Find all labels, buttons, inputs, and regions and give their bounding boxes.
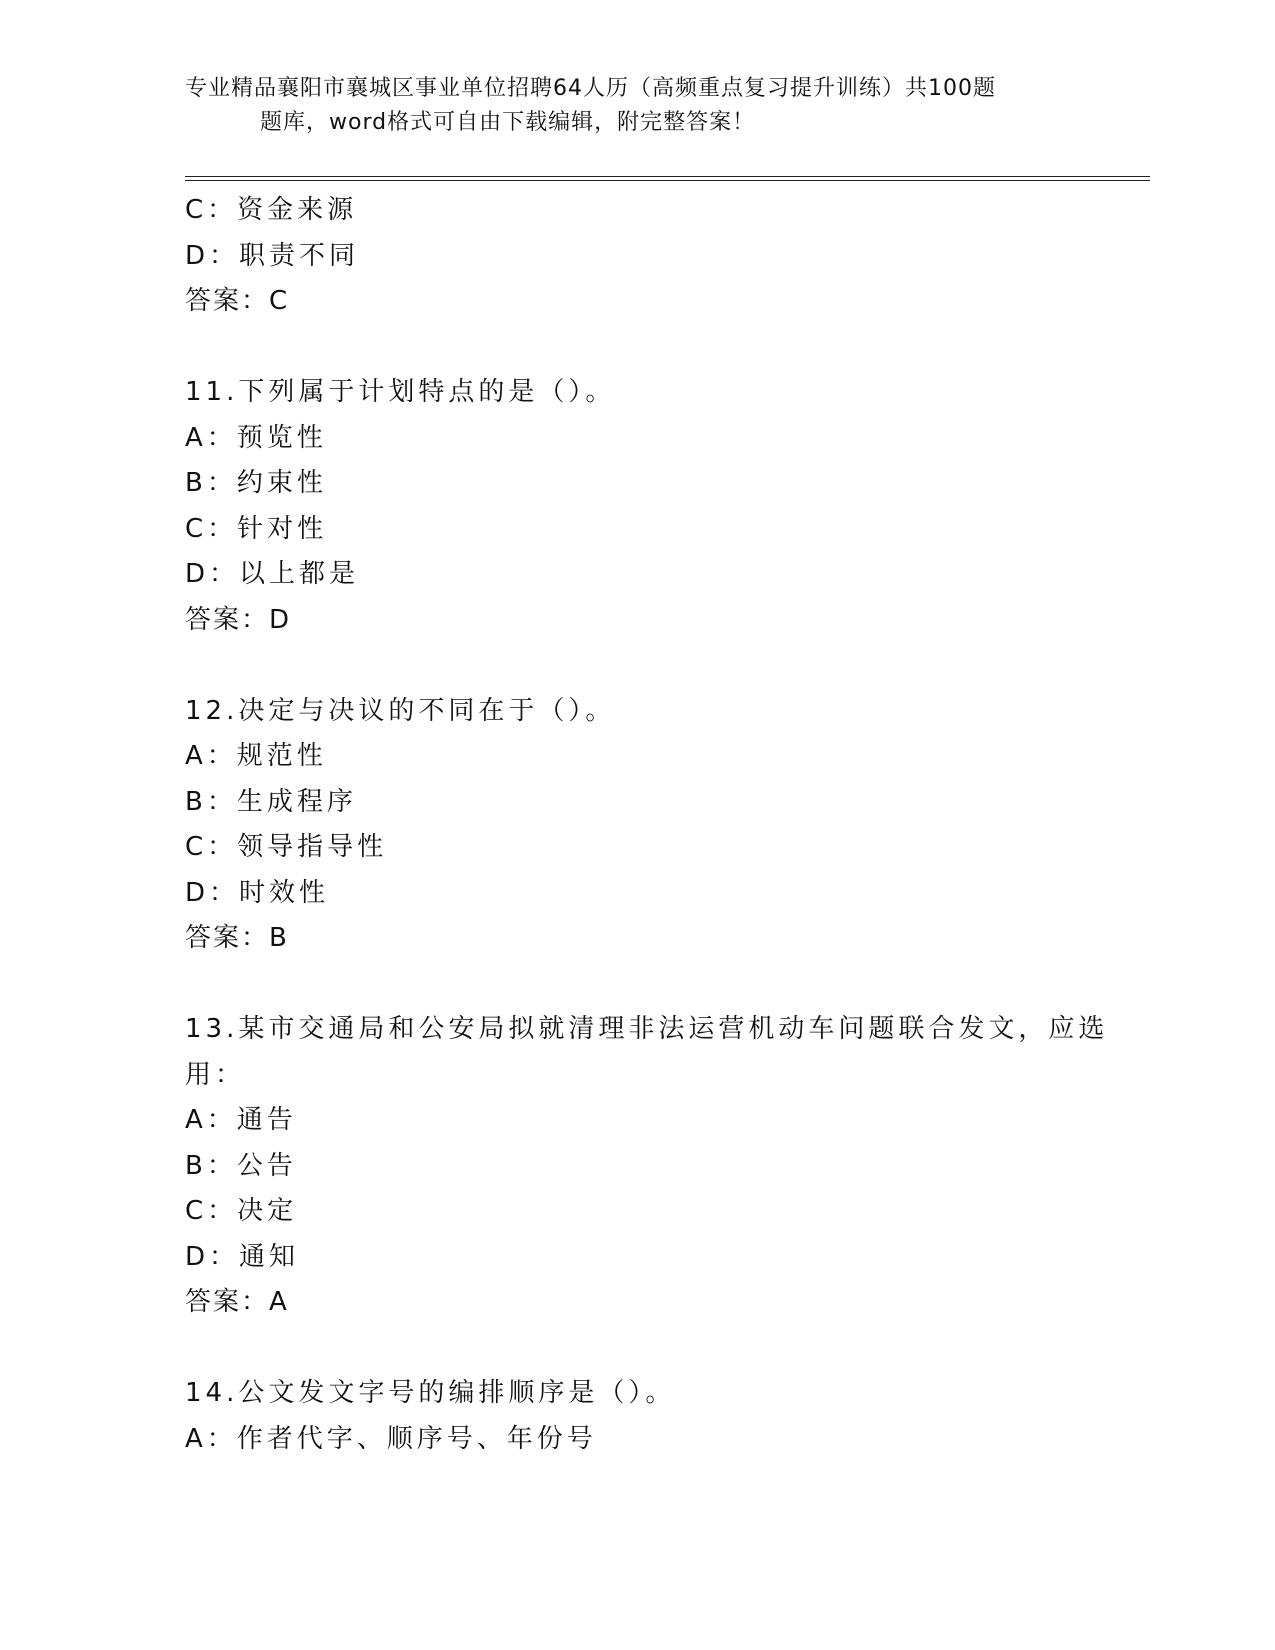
question-13 xyxy=(185,1007,1109,1326)
question-list xyxy=(185,188,1109,1462)
option-d: D：职责不同 xyxy=(185,240,360,271)
question-10-continued xyxy=(185,188,1085,325)
option-b: B：公告 xyxy=(185,1150,297,1181)
question-stem-line1: 13.某市交通局和公安局拟就清理非法运营机动车问题联合发文，应选 xyxy=(185,1014,1109,1044)
question-12 xyxy=(185,689,1085,962)
option-d: D：以上都是 xyxy=(185,559,360,589)
option-a: A：作者代字、顺序号、年份号 xyxy=(185,1423,597,1454)
answer-line: 答案：C xyxy=(185,286,290,316)
question-stem-line2: 用： xyxy=(185,1059,246,1090)
option-a: A：通告 xyxy=(185,1105,297,1135)
question-stem: 11.下列属于计划特点的是（）。 xyxy=(185,377,616,407)
option-a: A：规范性 xyxy=(185,741,327,771)
header-title-line2: 题库，word格式可自由下载编辑，附完整答案！ xyxy=(260,110,756,135)
option-c: C：领导指导性 xyxy=(185,832,388,862)
question-stem: 14.公文发文字号的编排顺序是（）。 xyxy=(185,1378,676,1408)
header-divider-top xyxy=(185,176,1150,177)
answer-line: 答案：D xyxy=(185,604,292,635)
answer-line: 答案：B xyxy=(185,923,289,953)
option-b: B：约束性 xyxy=(185,468,327,498)
document-header xyxy=(185,72,1085,140)
question-11 xyxy=(185,370,1085,643)
question-14 xyxy=(185,1371,1085,1462)
option-c: C：资金来源 xyxy=(185,195,358,225)
header-title-line1: 专业精品襄阳市襄城区事业单位招聘64人历（高频重点复习提升训练）共100题 xyxy=(185,76,996,101)
option-d: D：时效性 xyxy=(185,877,330,908)
header-divider-bottom xyxy=(185,180,1150,181)
option-d: D：通知 xyxy=(185,1241,300,1272)
option-b: B：生成程序 xyxy=(185,786,357,817)
option-c: C：针对性 xyxy=(185,513,328,544)
option-c: C：决定 xyxy=(185,1196,298,1226)
option-a: A：预览性 xyxy=(185,422,327,453)
answer-line: 答案：A xyxy=(185,1287,289,1317)
question-stem: 12.决定与决议的不同在于（）。 xyxy=(185,695,616,726)
